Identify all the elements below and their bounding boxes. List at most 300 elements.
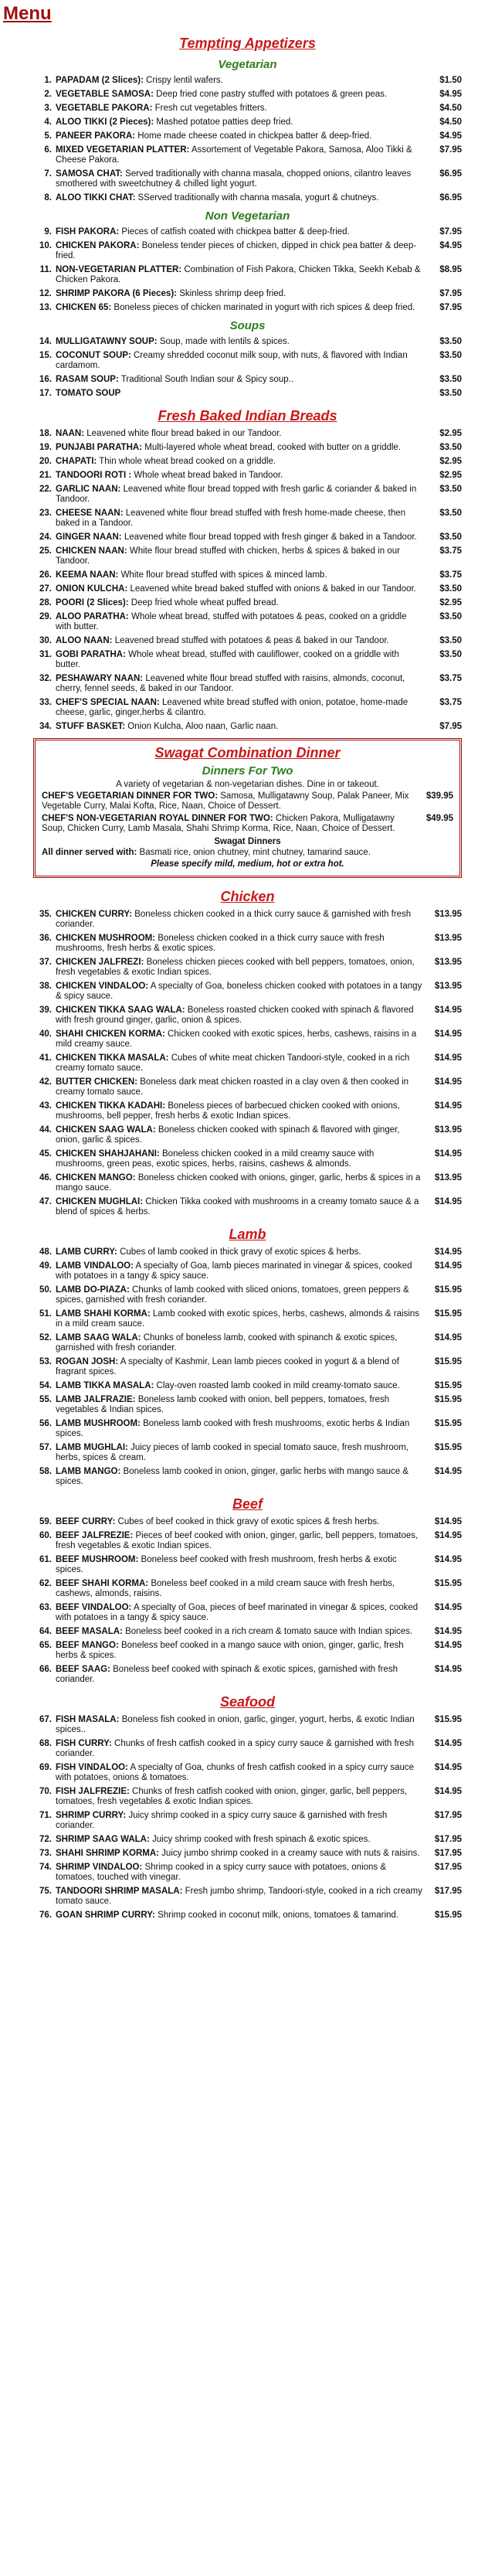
item-desc-text: Leavened white flour bread stuffed with raisins, almonds, coconut, cherry, fennel seeds, & baked in our Tandoor. xyxy=(56,674,405,693)
combo-dinner-text: Chicken Pakora, Mulligatawny Soup, Chicken Curry, Lamb Masala, Shahi Shrimp Korma, Rice, Naan, Choice of Dessert. xyxy=(42,814,395,833)
item-name: ALOO TIKKI (2 Pieces): xyxy=(56,117,154,127)
item-description xyxy=(56,131,428,141)
item-description xyxy=(56,1787,428,1807)
item-price: $13.95 xyxy=(434,910,462,919)
item-name: GOBI PARATHA: xyxy=(56,650,126,659)
item-price: $14.95 xyxy=(434,1517,462,1526)
item-desc-text: A specialty of Goa, pieces of beef marinated in vinegar & spices, cooked with potatoes in a tangy & spicy sauce. xyxy=(56,1603,419,1622)
item-price: $14.95 xyxy=(434,1077,462,1087)
item-price: $14.95 xyxy=(434,1787,462,1796)
item-desc-text: Boneless beef cooked in a rich cream & tomato sauce with Indian spices. xyxy=(125,1627,413,1636)
menu-item xyxy=(33,1247,462,1257)
item-number: 43. xyxy=(39,1101,52,1111)
menu-item xyxy=(33,1101,462,1121)
item-number: 50. xyxy=(39,1285,52,1295)
menu-item xyxy=(33,1261,462,1281)
item-number: 2. xyxy=(44,90,52,99)
item-description xyxy=(56,76,428,86)
combo-dinners-label: Swagat Dinners xyxy=(214,837,281,846)
item-desc-text: Boneless tender pieces of chicken, dipped in chick pea batter & deep-fried. xyxy=(56,241,417,260)
item-desc-text: Boneless beef cooked with spinach & exotic spices, garnished with fresh coriander. xyxy=(56,1665,398,1684)
item-desc-text: Leavened bread stuffed with potatoes & peas & baked in our Tandoor. xyxy=(114,636,389,645)
combo-dinner-text: Samosa, Mulligatawny Soup, Palak Paneer, Mix Vegetable Curry, Malai Kofta, Rice, Naan, Choice of Dessert. xyxy=(42,791,409,811)
item-name: SHRIMP VINDALOO: xyxy=(56,1863,143,1872)
menu-item xyxy=(33,351,462,371)
item-description xyxy=(56,1333,428,1353)
item-desc-text: Leavened white flour bread baked in our Tandoor. xyxy=(86,429,282,438)
item-description xyxy=(56,1811,428,1831)
menu-item xyxy=(33,1309,462,1329)
menu-item xyxy=(33,910,462,930)
item-price: $3.75 xyxy=(439,698,462,707)
item-number: 35. xyxy=(39,910,52,919)
item-number: 19. xyxy=(39,443,52,452)
item-name: STUFF BASKET: xyxy=(56,722,126,731)
item-number: 48. xyxy=(39,1247,52,1257)
item-name: ALOO PARATHA: xyxy=(56,612,129,621)
item-name: VEGETABLE SAMOSA: xyxy=(56,90,154,99)
item-description xyxy=(56,546,428,567)
item-name: CHEESE NAAN: xyxy=(56,509,124,518)
menu-item xyxy=(33,1911,462,1921)
item-desc-text: A specialty of Goa, lamb pieces marinated in vinegar & spices, cooked with potatoes in a tangy & spicy sauce. xyxy=(56,1261,412,1281)
item-number: 20. xyxy=(39,457,52,466)
item-description xyxy=(56,104,428,114)
combo-dinner-item xyxy=(42,791,453,812)
item-price: $3.50 xyxy=(439,509,462,518)
item-name: TANDOORI ROTI : xyxy=(56,471,132,480)
item-name: MULLIGATAWNY SOUP: xyxy=(56,337,158,346)
menu-item xyxy=(33,289,462,299)
item-description xyxy=(56,193,428,203)
item-number: 27. xyxy=(39,584,52,594)
item-desc-text: Chunks of fresh catfish cooked with onion, ginger, garlic, bell peppers, tomatoes, fresh vegetables & exotic Indian spices. xyxy=(56,1787,408,1806)
item-number: 44. xyxy=(39,1125,52,1135)
item-description xyxy=(56,1763,428,1783)
item-desc-text: Boneless pieces of chicken marinated in yogurt with rich spices & deep fried. xyxy=(114,303,415,312)
item-name: CHICKEN SHAHJAHANI: xyxy=(56,1149,160,1159)
menu-item xyxy=(33,612,462,632)
item-description xyxy=(56,636,428,646)
combo-box xyxy=(33,738,462,878)
item-number: 40. xyxy=(39,1029,52,1039)
menu-item xyxy=(33,145,462,165)
item-desc-text: Boneless lamb cooked with fresh mushrooms, exotic herbs & Indian spices. xyxy=(56,1419,410,1438)
item-name: FISH JALFREZIE: xyxy=(56,1787,130,1796)
menu-item xyxy=(33,1443,462,1463)
item-number: 30. xyxy=(39,636,52,645)
item-number: 23. xyxy=(39,509,52,518)
item-name: BEEF SAAG: xyxy=(56,1665,110,1674)
item-desc-text: Cubes of white meat chicken Tandoori-style, cooked in a rich creamy tomato sauce. xyxy=(56,1053,410,1073)
item-description xyxy=(56,598,428,608)
item-name: BEEF VINDALOO: xyxy=(56,1603,132,1612)
combo-dinner-name: CHEF'S VEGETARIAN DINNER FOR TWO: xyxy=(42,791,219,801)
non-vegetarian-title: Non Vegetarian xyxy=(205,209,290,223)
item-number: 62. xyxy=(39,1579,52,1588)
item-price: $6.95 xyxy=(439,193,462,202)
item-desc-text: Chicken Tikka cooked with mushrooms in a creamy tomato sauce & a blend of spices & herbs. xyxy=(56,1197,419,1217)
menu-item xyxy=(33,509,462,529)
item-desc-text: Lamb cooked with exotic spices, herbs, cashews, almonds & raisins in a mild cream sauce. xyxy=(56,1309,420,1329)
item-name: LAMB MANGO: xyxy=(56,1467,121,1476)
item-name: RASAM SOUP: xyxy=(56,375,119,384)
item-number: 64. xyxy=(39,1627,52,1636)
menu-item xyxy=(33,1887,462,1907)
item-name: CHICKEN SAAG WALA: xyxy=(56,1125,156,1135)
non-vegetarian-list xyxy=(33,227,462,313)
item-name: BEEF MUSHROOM: xyxy=(56,1555,139,1564)
menu-item xyxy=(33,1053,462,1074)
item-description xyxy=(56,1517,428,1527)
item-number: 58. xyxy=(39,1467,52,1476)
item-description xyxy=(56,982,428,1002)
item-desc-text: A specialty of Kashmir, Lean lamb pieces cooked in yogurt & a blend of fragrant spices. xyxy=(56,1357,399,1376)
combo-dinner-item xyxy=(42,814,453,834)
menu-item xyxy=(33,375,462,385)
menu-item xyxy=(33,1077,462,1097)
item-price: $14.95 xyxy=(434,1333,462,1342)
item-price: $4.50 xyxy=(439,104,462,113)
menu-item xyxy=(33,1603,462,1623)
item-desc-text: Cubes of lamb cooked in thick gravy of exotic spices & herbs. xyxy=(120,1247,361,1257)
item-desc-text: Pieces of catfish coated with chickpea batter & deep-fried. xyxy=(121,227,350,237)
item-name: CHICKEN MUSHROOM: xyxy=(56,934,156,943)
item-price: $15.95 xyxy=(434,1285,462,1295)
item-price: $14.95 xyxy=(434,1029,462,1039)
combo-dinner-name: CHEF'S NON-VEGETARIAN ROYAL DINNER FOR TWO: xyxy=(42,814,273,823)
menu-item xyxy=(33,457,462,467)
item-description xyxy=(56,1887,428,1907)
item-description xyxy=(56,1381,428,1391)
item-name: BEEF SHAHI KORMA: xyxy=(56,1579,149,1588)
item-price: $13.95 xyxy=(434,982,462,991)
item-number: 13. xyxy=(39,303,52,312)
item-description xyxy=(56,1285,428,1305)
item-description xyxy=(56,674,428,694)
combo-served-label: All dinner served with: xyxy=(42,848,137,857)
item-price: $3.75 xyxy=(439,674,462,683)
item-number: 34. xyxy=(39,722,52,731)
item-price: $4.50 xyxy=(439,117,462,127)
item-description xyxy=(56,698,428,718)
item-desc-text: Boneless chicken cooked in a mild creamy sauce with mushrooms, green peas, exotic spices, herbs, raisins, cashews & almonds. xyxy=(56,1149,375,1169)
item-description xyxy=(56,389,428,399)
menu-item xyxy=(33,1787,462,1807)
item-price: $3.50 xyxy=(439,351,462,360)
menu-item xyxy=(33,982,462,1002)
item-price: $4.95 xyxy=(439,90,462,99)
item-desc-text: Skinless shrimp deep fried. xyxy=(179,289,286,298)
item-name: LAMB TIKKA MASALA: xyxy=(56,1381,154,1390)
item-number: 1. xyxy=(44,76,52,85)
item-description xyxy=(56,1603,428,1623)
item-name: SHRIMP CURRY: xyxy=(56,1811,127,1820)
menu-item xyxy=(33,1197,462,1217)
item-price: $13.95 xyxy=(434,958,462,967)
item-description xyxy=(56,1555,428,1575)
item-number: 6. xyxy=(44,145,52,155)
item-name: CHICKEN 65: xyxy=(56,303,112,312)
item-name: FISH PAKORA: xyxy=(56,227,120,237)
item-price: $14.95 xyxy=(434,1197,462,1206)
item-number: 45. xyxy=(39,1149,52,1159)
item-name: CHICKEN TIKKA KADAHI: xyxy=(56,1101,166,1111)
item-desc-text: SServed traditionally with channa masala, yogurt & chutneys. xyxy=(137,193,379,202)
item-description xyxy=(56,1739,428,1759)
item-name: LAMB MUSHROOM: xyxy=(56,1419,141,1428)
item-price: $14.95 xyxy=(434,1247,462,1257)
menu-item xyxy=(33,104,462,114)
item-number: 3. xyxy=(44,104,52,113)
item-description xyxy=(56,934,428,954)
item-name: CHICKEN VINDALOO: xyxy=(56,982,149,991)
item-description xyxy=(56,584,428,594)
item-price: $15.95 xyxy=(434,1715,462,1724)
item-number: 55. xyxy=(39,1395,52,1404)
menu-item xyxy=(33,1665,462,1685)
item-description xyxy=(56,241,428,261)
item-description xyxy=(56,1006,428,1026)
item-number: 76. xyxy=(39,1911,52,1920)
item-desc-text: Clay-oven roasted lamb cooked in mild creamy-tomato sauce. xyxy=(156,1381,400,1390)
item-price: $15.95 xyxy=(434,1357,462,1366)
item-name: LAMB JALFRAZIE: xyxy=(56,1395,136,1404)
item-number: 29. xyxy=(39,612,52,621)
item-description xyxy=(56,570,428,580)
item-price: $17.95 xyxy=(434,1835,462,1844)
menu-item xyxy=(33,722,462,732)
item-name: NAAN: xyxy=(56,429,85,438)
item-description xyxy=(56,1309,428,1329)
item-name: LAMB DO-PIAZA: xyxy=(56,1285,130,1295)
item-description xyxy=(56,1443,428,1463)
item-price: $2.95 xyxy=(439,598,462,607)
item-price: $4.95 xyxy=(439,131,462,141)
item-name: CHICKEN NAAN: xyxy=(56,546,127,556)
item-number: 56. xyxy=(39,1419,52,1428)
item-price: $7.95 xyxy=(439,227,462,237)
menu-item xyxy=(33,674,462,694)
chicken-title: Chicken xyxy=(220,889,275,904)
item-description xyxy=(56,1835,428,1845)
item-price: $7.95 xyxy=(439,289,462,298)
item-desc-text: Boneless chicken cooked with onions, ginger, garlic, herbs & spices in a mango sauce. xyxy=(56,1173,421,1193)
item-name: CHICKEN JALFREZI: xyxy=(56,958,144,967)
item-name: BEEF JALFREZIE: xyxy=(56,1531,134,1540)
seafood-list xyxy=(33,1715,462,1921)
item-description xyxy=(56,227,428,237)
combo-dinner-description xyxy=(42,814,422,834)
item-number: 63. xyxy=(39,1603,52,1612)
item-desc-text: Assortement of Vegetable Pakora, Samosa, Aloo Tikki & Cheese Pakora. xyxy=(56,145,412,165)
item-name: SHRIMP PAKORA (6 Pieces): xyxy=(56,289,177,298)
menu-item xyxy=(33,533,462,543)
item-description xyxy=(56,1911,428,1921)
item-description xyxy=(56,145,428,165)
item-name: SHAHI CHICKEN KORMA: xyxy=(56,1029,165,1039)
item-price: $6.95 xyxy=(439,169,462,179)
item-price: $8.95 xyxy=(439,265,462,274)
item-number: 24. xyxy=(39,533,52,542)
page-title: Menu xyxy=(3,3,52,24)
item-description xyxy=(56,1029,428,1050)
item-desc-text: Chunks of boneless lamb, cooked with spinanch & exotic spices, garnished with fresh coriander. xyxy=(56,1333,398,1353)
beef-title: Beef xyxy=(232,1496,263,1512)
item-description xyxy=(56,1665,428,1685)
vegetarian-list xyxy=(33,76,462,203)
item-desc-text: Juicy pieces of lamb cooked in special tomato sauce, fresh mushroom, herbs, spices & cream. xyxy=(56,1443,409,1462)
menu-item xyxy=(33,650,462,670)
soups-title: Soups xyxy=(229,319,266,332)
item-name: LAMB SHAHI KORMA: xyxy=(56,1309,151,1319)
item-desc-text: Pieces of beef cooked with onion, ginger, garlic, bell peppers, tomatoes, fresh vegetables & exotic Indian spices. xyxy=(56,1531,419,1550)
item-name: FISH VINDALOO: xyxy=(56,1763,128,1772)
item-number: 8. xyxy=(44,193,52,202)
menu-item xyxy=(33,698,462,718)
item-desc-text: Juicy shrimp cooked with fresh spinach & exotic spices. xyxy=(152,1835,371,1844)
item-price: $13.95 xyxy=(434,1173,462,1183)
menu-item xyxy=(33,1333,462,1353)
item-name: LAMB MUGHLAI: xyxy=(56,1443,128,1452)
menu-item xyxy=(33,958,462,978)
item-name: ONION KULCHA: xyxy=(56,584,128,594)
item-desc-text: Leavened white bread stuffed with onion, potatoe, home-made cheese, garlic, ginger,herbs & cilantro. xyxy=(56,698,409,717)
menu-item xyxy=(33,443,462,453)
item-desc-text: Boneless roasted chicken cooked with spinach & flavored with fresh ground ginger, garlic, onion & spices. xyxy=(56,1006,414,1025)
item-name: PAPADAM (2 Slices): xyxy=(56,76,144,85)
item-name: POORI (2 Slices): xyxy=(56,598,129,607)
item-name: SAMOSA CHAT: xyxy=(56,169,123,179)
menu-item xyxy=(33,227,462,237)
item-desc-text: Served traditionally with channa masala, chopped onions, cilantro leaves smothered with sweetchutney & chilled light yogurt. xyxy=(56,169,412,189)
item-name: TANDOORI SHRIMP MASALA: xyxy=(56,1887,183,1896)
item-price: $3.50 xyxy=(439,443,462,452)
menu-item xyxy=(33,1285,462,1305)
menu-item xyxy=(33,1419,462,1439)
menu-item xyxy=(33,90,462,100)
item-desc-text: Deep fried whole wheat puffed bread. xyxy=(131,598,279,607)
item-description xyxy=(56,351,428,371)
item-description xyxy=(56,1419,428,1439)
menu-item xyxy=(33,1467,462,1487)
item-name: FISH MASALA: xyxy=(56,1715,120,1724)
item-name: CHICKEN CURRY: xyxy=(56,910,133,919)
item-desc-text: Home made cheese coated in chickpea batter & deep-fried. xyxy=(137,131,372,141)
menu-item xyxy=(33,303,462,313)
item-price: $14.95 xyxy=(434,1261,462,1271)
item-description xyxy=(56,722,428,732)
item-price: $14.95 xyxy=(434,1101,462,1111)
menu-item xyxy=(33,429,462,439)
item-desc-text: Boneless fish cooked in onion, garlic, ginger, yogurt, herbs, & exotic Indian spices.. xyxy=(56,1715,415,1734)
menu-item xyxy=(33,265,462,285)
vegetarian-title: Vegetarian xyxy=(218,58,277,71)
item-description xyxy=(56,1101,428,1121)
item-desc-text: Fresh jumbo shrimp, Tandoori-style, cooked in a rich creamy tomato sauce. xyxy=(56,1887,422,1906)
menu-item xyxy=(33,1531,462,1551)
item-desc-text: Chunks of lamb cooked with sliced onions, tomatoes, green peppers & spices, garnished with fresh coriander. xyxy=(56,1285,409,1305)
item-description xyxy=(56,169,428,189)
item-name: ALOO NAAN: xyxy=(56,636,113,645)
item-number: 28. xyxy=(39,598,52,607)
item-number: 47. xyxy=(39,1197,52,1206)
menu-item xyxy=(33,241,462,261)
item-desc-text: A specialty of Goa, boneless chicken cooked with potatoes in a tangy & spicy sauce. xyxy=(56,982,422,1001)
item-number: 46. xyxy=(39,1173,52,1183)
item-name: GOAN SHRIMP CURRY: xyxy=(56,1911,155,1920)
item-desc-text: Boneless chicken pieces cooked with bell peppers, tomatoes, onion, fresh vegetables & exotic Indian spices. xyxy=(56,958,415,977)
item-price: $2.95 xyxy=(439,457,462,466)
item-description xyxy=(56,1149,428,1169)
item-number: 14. xyxy=(39,337,52,346)
item-price: $14.95 xyxy=(434,1763,462,1772)
item-number: 37. xyxy=(39,958,52,967)
item-description xyxy=(56,471,428,481)
item-desc-text: Boneless chicken cooked in a thick curry sauce & garnished with fresh coriander. xyxy=(56,910,412,929)
item-name: NON-VEGETARIAN PLATTER: xyxy=(56,265,182,274)
menu-item xyxy=(33,1811,462,1831)
item-number: 31. xyxy=(39,650,52,659)
item-desc-text: Leavened white bread baked stuffed with onions & baked in our Tandoor. xyxy=(130,584,416,594)
item-description xyxy=(56,1467,428,1487)
menu-item xyxy=(33,76,462,86)
item-price: $3.50 xyxy=(439,584,462,594)
item-name: CHICKEN PAKORA: xyxy=(56,241,140,250)
item-description xyxy=(56,1579,428,1599)
item-price: $13.95 xyxy=(434,934,462,943)
item-name: BEEF MASALA: xyxy=(56,1627,123,1636)
menu-item xyxy=(33,1641,462,1661)
menu-item xyxy=(33,337,462,347)
item-name: TOMATO SOUP xyxy=(56,389,121,398)
item-description xyxy=(56,1125,428,1145)
item-description xyxy=(56,1173,428,1193)
chicken-list xyxy=(33,910,462,1217)
item-desc-text: Fresh cut vegetables fritters. xyxy=(154,104,267,113)
item-description xyxy=(56,457,428,467)
lamb-title: Lamb xyxy=(229,1227,266,1242)
item-desc-text: Boneless lamb cooked with onion, bell peppers, tomatoes, fresh vegetables & Indian spices. xyxy=(56,1395,390,1414)
item-number: 57. xyxy=(39,1443,52,1452)
item-desc-text: Juicy shrimp cooked in a spicy curry sauce & garnished with fresh coriander. xyxy=(56,1811,388,1830)
item-description xyxy=(56,485,428,505)
item-desc-text: Mashed potatoe patties deep fried. xyxy=(156,117,293,127)
menu-item xyxy=(33,1029,462,1050)
item-number: 74. xyxy=(39,1863,52,1872)
item-number: 70. xyxy=(39,1787,52,1796)
item-price: $14.95 xyxy=(434,1149,462,1159)
item-number: 33. xyxy=(39,698,52,707)
item-name: CHAPATI: xyxy=(56,457,97,466)
item-number: 22. xyxy=(39,485,52,494)
menu-item xyxy=(33,1739,462,1759)
item-number: 39. xyxy=(39,1006,52,1015)
item-description xyxy=(56,1531,428,1551)
item-name: SHRIMP SAAG WALA: xyxy=(56,1835,150,1844)
item-desc-text: Boneless chicken cooked with spinach & flavored with ginger, onion, garlic & spices. xyxy=(56,1125,400,1145)
item-desc-text: Juicy jumbo shrimp cooked in a creamy sauce with nuts & raisins. xyxy=(161,1849,420,1858)
menu-item xyxy=(33,598,462,608)
item-price: $4.95 xyxy=(439,241,462,250)
item-name: CHEF'S SPECIAL NAAN: xyxy=(56,698,160,707)
item-name: ALOO TIKKI CHAT: xyxy=(56,193,136,202)
item-description xyxy=(56,910,428,930)
item-price: $3.50 xyxy=(439,533,462,542)
item-price: $14.95 xyxy=(434,1739,462,1748)
item-desc-text: Cubes of beef cooked in thick gravy of exotic spices & fresh herbs. xyxy=(117,1517,380,1526)
item-desc-text: Boneless beef cooked with fresh mushroom, fresh herbs & exotic spices. xyxy=(56,1555,397,1574)
